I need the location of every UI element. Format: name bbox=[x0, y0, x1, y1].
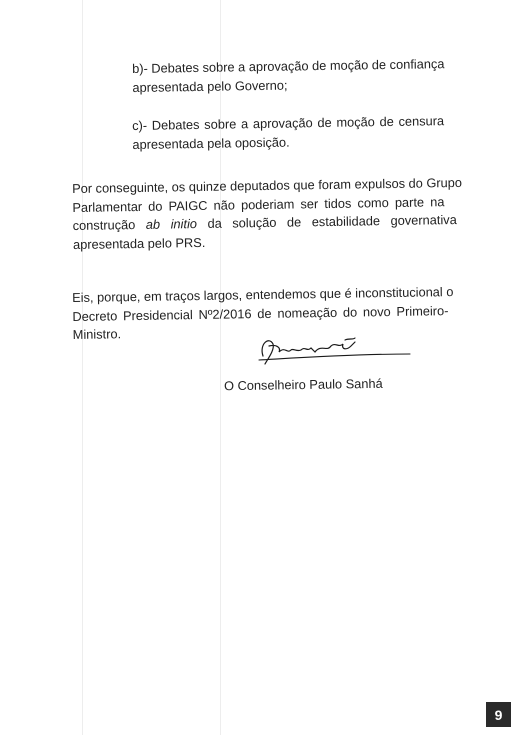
text-line: b)- Debates sobre a aprovação de moção de confiança bbox=[132, 56, 445, 76]
paragraph-main bbox=[72, 174, 463, 254]
text-segment: construção bbox=[72, 216, 146, 233]
italic-term: ab initio bbox=[145, 216, 198, 232]
text-segment: da solução de estabilidade governativa bbox=[196, 211, 457, 232]
scan-fold-line bbox=[82, 0, 83, 735]
text-line: Eis, porque, em traços largos, entendemos que é inconstitucional o bbox=[72, 284, 454, 305]
text-line: apresentada pela oposição. bbox=[132, 134, 290, 152]
text-line: apresentada pelo PRS. bbox=[72, 234, 206, 252]
page-number: 9 bbox=[486, 702, 511, 727]
signatory-name: O Conselheiro Paulo Sanhá bbox=[223, 375, 383, 394]
handwritten-signature bbox=[255, 330, 415, 370]
text-line: Ministro. bbox=[72, 326, 122, 342]
text-line: apresentada pelo Governo; bbox=[132, 77, 288, 95]
text-line: Por conseguinte, os quinze deputados que foram expulsos do Grupo bbox=[72, 174, 463, 196]
text-line: c)- Debates sobre a aprovação de moção de censura bbox=[132, 113, 445, 133]
text-line: Decreto Presidencial Nº2/2016 de nomeação do novo Primeiro- bbox=[72, 302, 449, 324]
list-item-b bbox=[132, 55, 445, 97]
list-item-c bbox=[132, 112, 445, 154]
text-line: Parlamentar do PAIGC não poderiam ser tidos como parte na bbox=[72, 193, 445, 215]
scan-fold-line bbox=[220, 0, 221, 735]
